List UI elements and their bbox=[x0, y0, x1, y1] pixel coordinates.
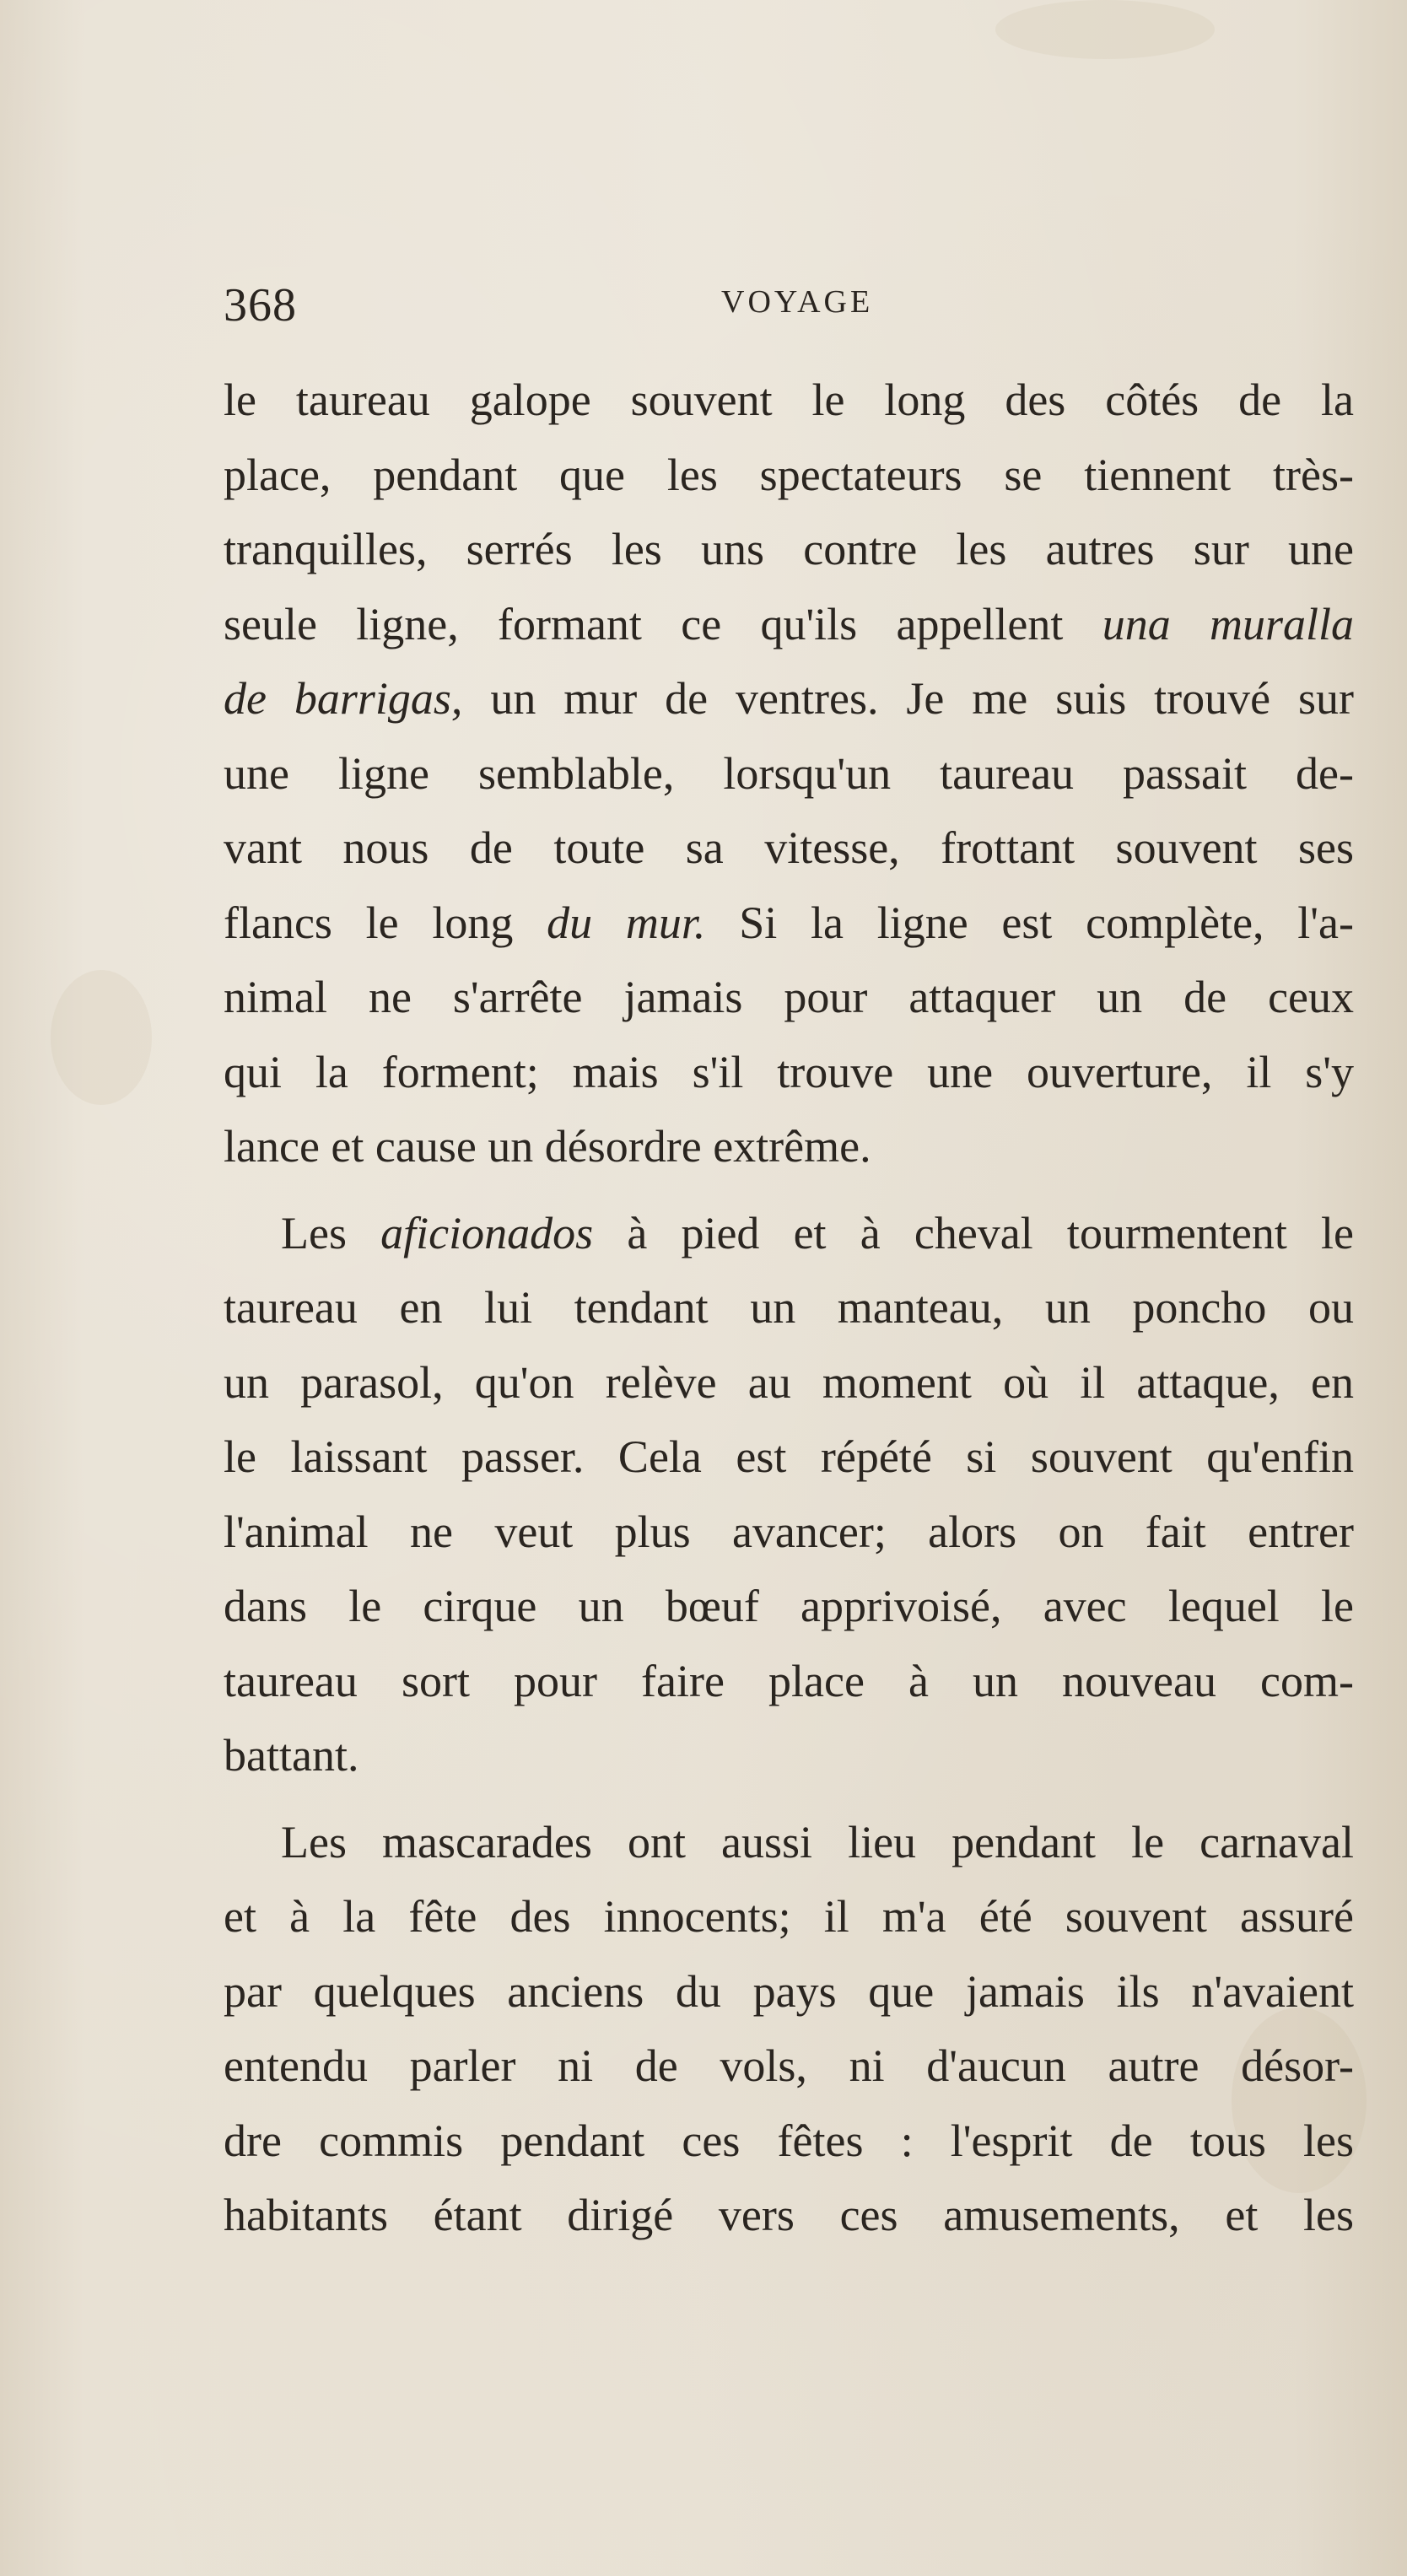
text-line: et à la fête des innocents; il m'a été souvent assuré bbox=[224, 1891, 1354, 1942]
text-line: taureau en lui tendant un manteau, un poncho ou bbox=[224, 1282, 1354, 1333]
text-span: à pied et à cheval tourmentent le bbox=[627, 1207, 1355, 1258]
text-span: flancs le long bbox=[224, 897, 514, 948]
page-number: 368 bbox=[224, 279, 297, 331]
italic-phrase: du mur. bbox=[547, 897, 706, 948]
italic-phrase: aficionados bbox=[380, 1207, 594, 1258]
text-line: une ligne semblable, lorsqu'un taureau passait de- bbox=[224, 747, 1354, 799]
text-line bbox=[224, 886, 1354, 961]
text-line: place, pendant que les spectateurs se tiennent très- bbox=[224, 449, 1354, 500]
paper-stain bbox=[51, 970, 152, 1105]
text-line: tranquilles, serrés les uns contre les autres sur une bbox=[224, 524, 1354, 574]
text-line: le taureau galope souvent le long des côtés de la bbox=[224, 375, 1354, 425]
text-line: entendu parler ni de vols, ni d'aucun autre désor- bbox=[224, 2040, 1354, 2091]
text-line: qui la forment; mais s'il trouve une ouverture, il s'y bbox=[224, 1046, 1354, 1097]
body-text bbox=[224, 363, 1354, 2253]
text-line: dre commis pendant ces fêtes : l'esprit de tous les bbox=[224, 2115, 1354, 2166]
text-line: un parasol, qu'on relève au moment où il attaque, en bbox=[224, 1356, 1354, 1408]
italic-phrase: una muralla bbox=[1102, 598, 1355, 649]
page-header bbox=[224, 278, 1354, 329]
text-span: Si la ligne est complète, l'a- bbox=[739, 897, 1354, 948]
text-span: seule ligne, formant ce qu'ils appellent bbox=[224, 598, 1064, 649]
text-line: vant nous de toute sa vitesse, frottant souvent ses bbox=[224, 822, 1354, 873]
text-span: un mur de ventres. Je me suis trouvé sur bbox=[490, 673, 1355, 724]
text-line: le laissant passer. Cela est répété si souvent qu'enfin bbox=[224, 1431, 1354, 1482]
text-line: lance et cause un désordre extrême. bbox=[224, 1121, 871, 1172]
running-head: VOYAGE bbox=[721, 284, 874, 320]
paper-stain bbox=[995, 0, 1215, 59]
text-line: habitants étant dirigé vers ces amusements, et les bbox=[224, 2190, 1354, 2240]
text-line: battant. bbox=[224, 1730, 359, 1781]
italic-phrase: de barrigas, bbox=[224, 673, 463, 724]
text-span: Les bbox=[281, 1207, 347, 1258]
text-line: Les mascarades ont aussi lieu pendant le carnaval bbox=[281, 1816, 1354, 1867]
text-line: taureau sort pour faire place à un nouveau com- bbox=[224, 1655, 1354, 1706]
text-line: nimal ne s'arrête jamais pour attaquer un de ceux bbox=[224, 972, 1354, 1022]
text-line bbox=[224, 1196, 1354, 1271]
text-line: par quelques anciens du pays que jamais ils n'avaient bbox=[224, 1965, 1354, 2017]
text-line bbox=[224, 661, 1354, 736]
text-line: l'animal ne veut plus avancer; alors on fait entrer bbox=[224, 1506, 1354, 1557]
text-line bbox=[224, 587, 1354, 662]
text-line: dans le cirque un bœuf apprivoisé, avec lequel le bbox=[224, 1581, 1354, 1631]
